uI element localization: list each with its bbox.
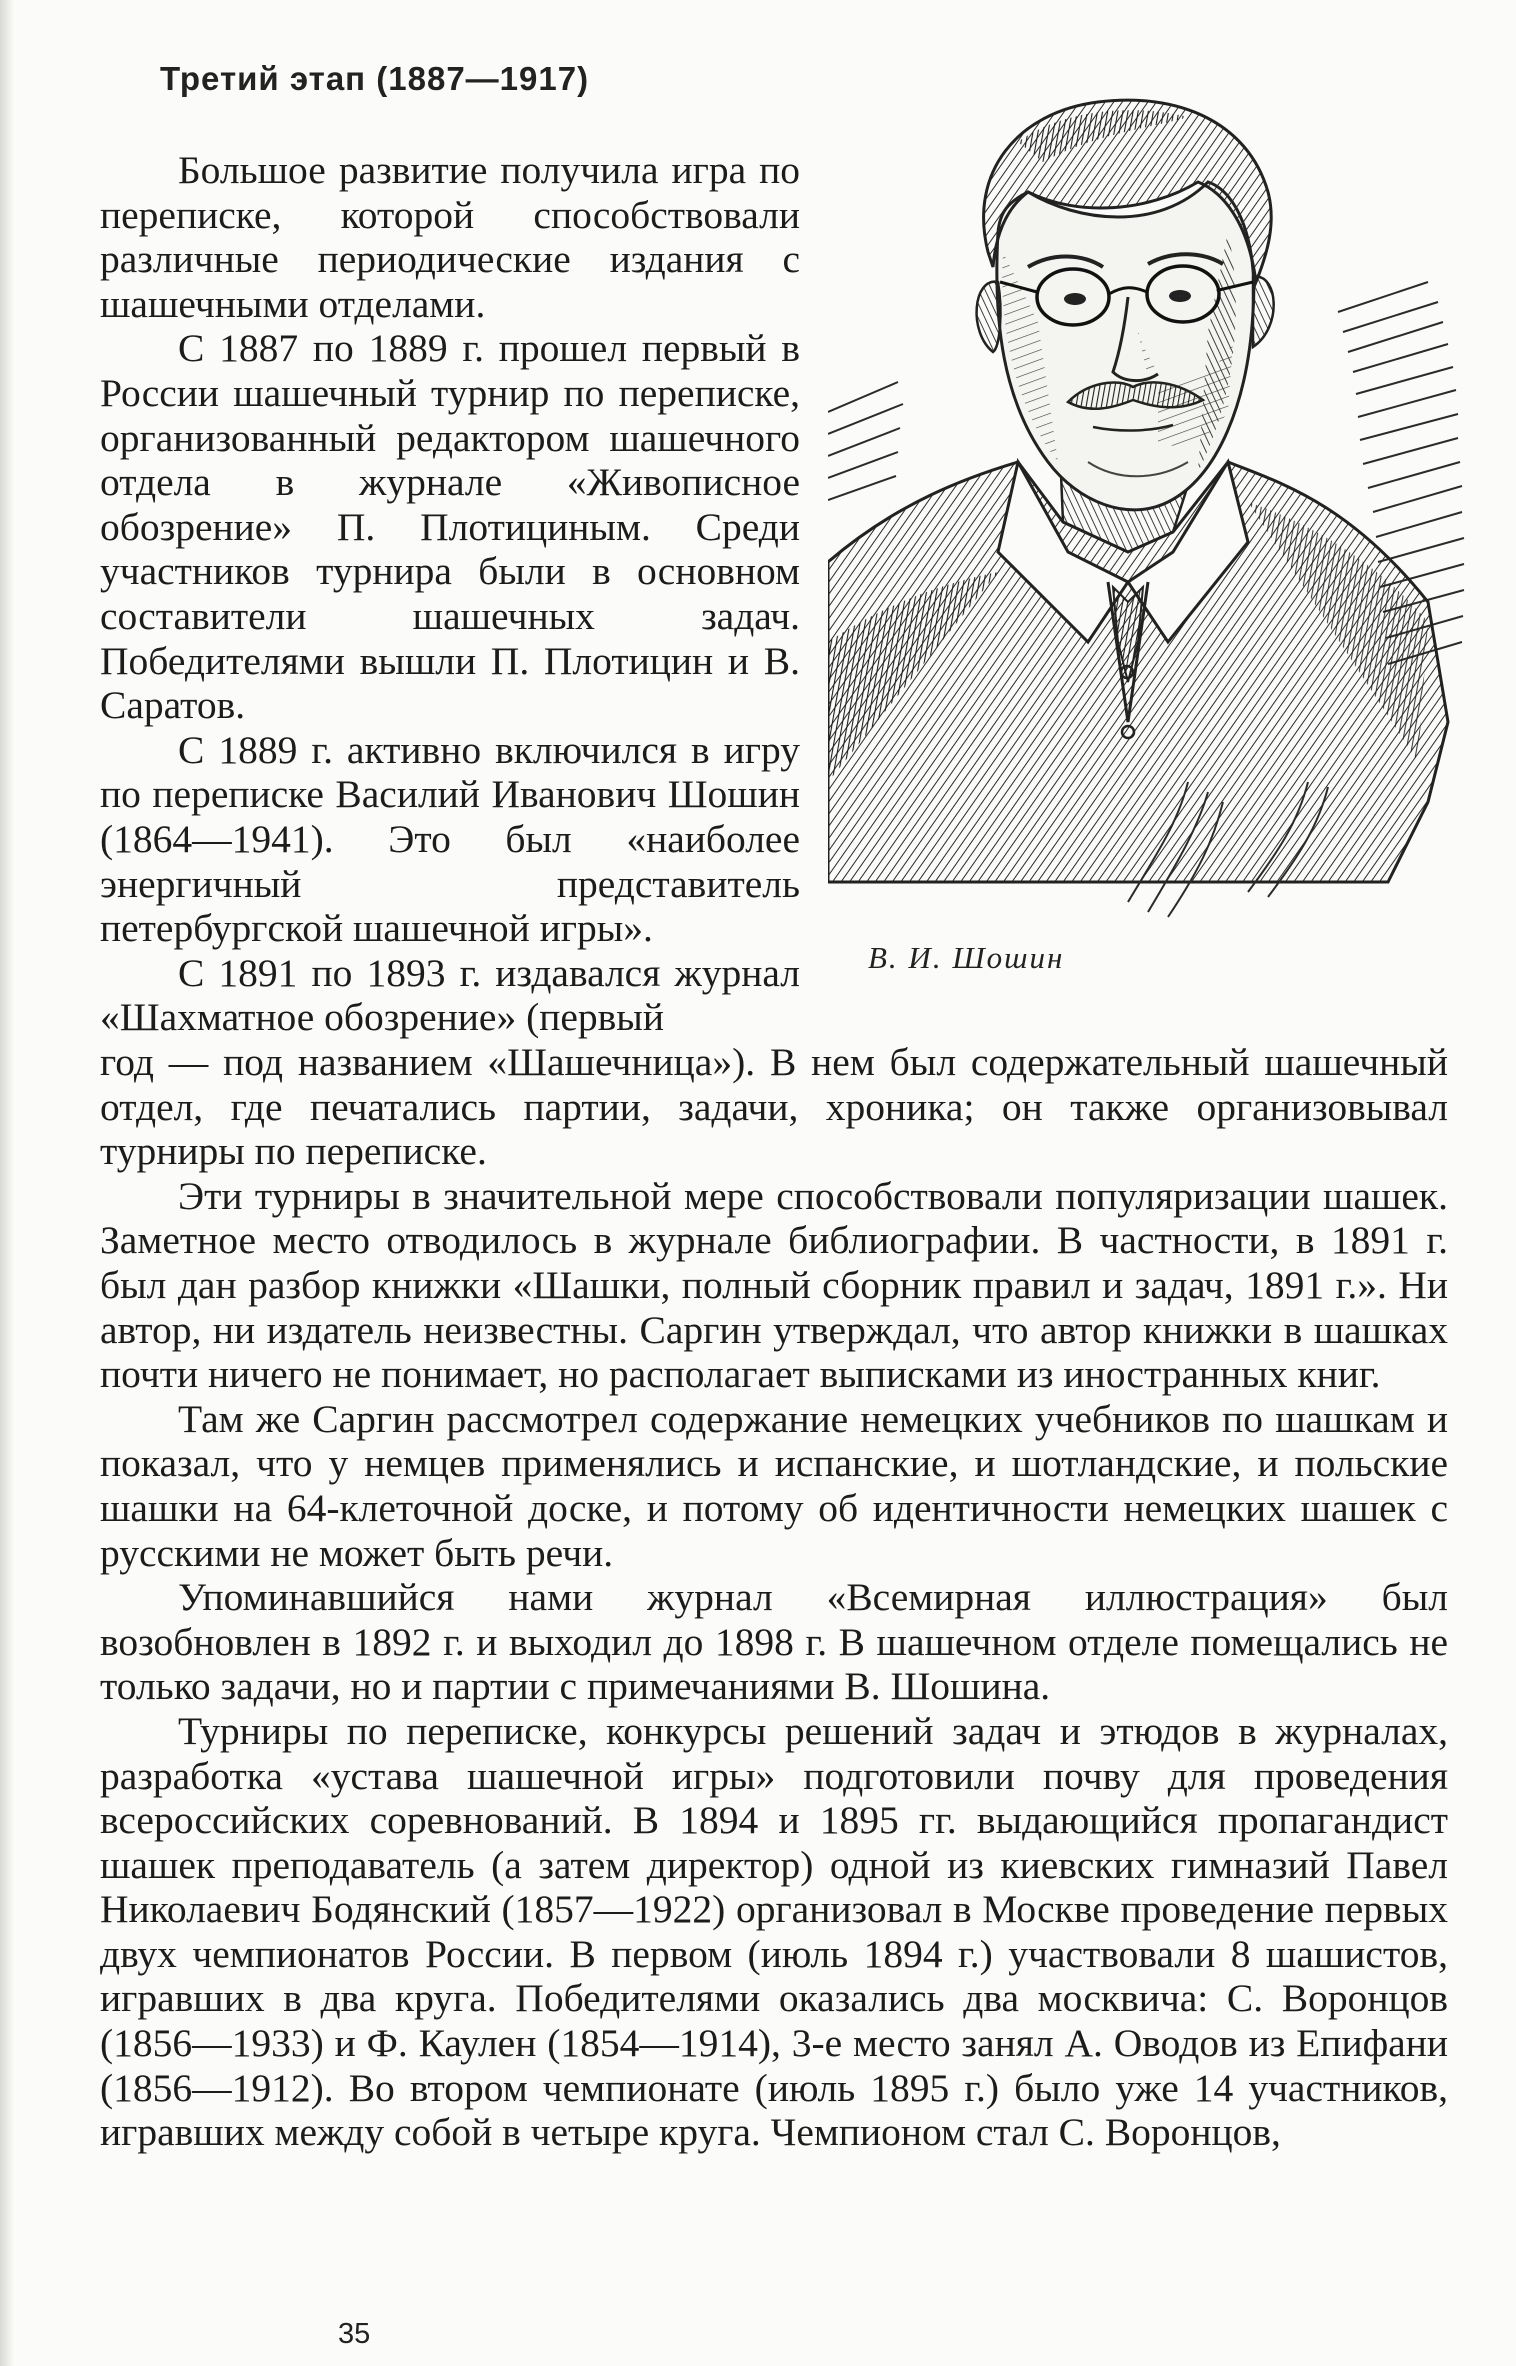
paragraph: С 1891 по 1893 г. издавался журнал «Шахматное обозрение» (первый bbox=[100, 950, 800, 1040]
portrait-caption: В. И. Шошин bbox=[868, 940, 1065, 975]
text-column-full bbox=[100, 1040, 1448, 2155]
paragraph: год — под названием «Шашечница»). В нем был содержательный шашечный отдел, где печатались партии, задачи, хроника; он также организовывал турниры по переписке. bbox=[100, 1040, 1448, 1174]
text-column-left bbox=[100, 148, 800, 1040]
paragraph: С 1889 г. активно включился в игру по переписке Василий Иванович Шошин (1864—1941). Это был «наиболее энергичный представитель петербургской шашечной игры». bbox=[100, 727, 800, 951]
portrait-engraving-image bbox=[828, 82, 1470, 962]
paragraph: С 1887 по 1889 г. прошел первый в России шашечный турнир по переписке, организованный редактором шашечного отдела в журнале «Живописное обозрение» П. Плотициным. Среди участников турнира были в основном составители шашечных задач. Победителями вышли П. Плотицин и В. Саратов. bbox=[100, 326, 800, 728]
paragraph: Эти турниры в значительной мере способствовали популяризации шашек. Заметное место отводилось в журнале библиографии. В частности, в 1891 г. был дан разбор книжки «Шашки, полный сборник правил и задач, 1891 г.». Ни автор, ни издатель неизвестны. Саргин утверждал, что автор книжки в шашках почти ничего не понимает, но располагает выписками из иностранных книг. bbox=[100, 1173, 1448, 1397]
paragraph: Упоминавшийся нами журнал «Всемирная иллюстрация» был возобновлен в 1892 г. и выходил до 1898 г. В шашечном отделе помещались не только задачи, но и партии с примечаниями В. Шошина. bbox=[100, 1575, 1448, 1709]
paragraph: Турниры по переписке, конкурсы решений задач и этюдов в журналах, разработка «устава шашечной игры» подготовили почву для проведения всероссийских соревнований. В 1894 и 1895 гг. выдающийся пропагандист шашек преподаватель (а затем директор) одной из киевских гимназий Павел Николаевич Бодянский (1857—1922) организовал в Москве проведение первых двух чемпионатов России. В первом (июль 1894 г.) участвовали 8 шашистов, игравших в два круга. Победителями оказались два москвича: С. Воронцов (1856—1933) и Ф. Каулен (1854—1914), 3-е место занял А. Оводов из Епифани (1856—1912). Во втором чемпионате (июль 1895 г.) было уже 14 участников, игравших между собой в четыре круга. Чемпионом стал С. Воронцов, bbox=[100, 1708, 1448, 2155]
paragraph: Большое развитие получила игра по переписке, которой способствовали различные периодические издания с шашечными отделами. bbox=[100, 148, 800, 326]
page-number: 35 bbox=[338, 2318, 371, 2350]
paragraph: Там же Саргин рассмотрел содержание немецких учебников по шашкам и показал, что у немцев применялись и испанские, и шотландские, и польские шашки на 64-клеточной доске, и потому об идентичности немецких шашек с русскими не может быть речи. bbox=[100, 1396, 1448, 1575]
portrait-illustration bbox=[828, 82, 1470, 962]
section-heading: Третий этап (1887—1917) bbox=[160, 60, 590, 97]
